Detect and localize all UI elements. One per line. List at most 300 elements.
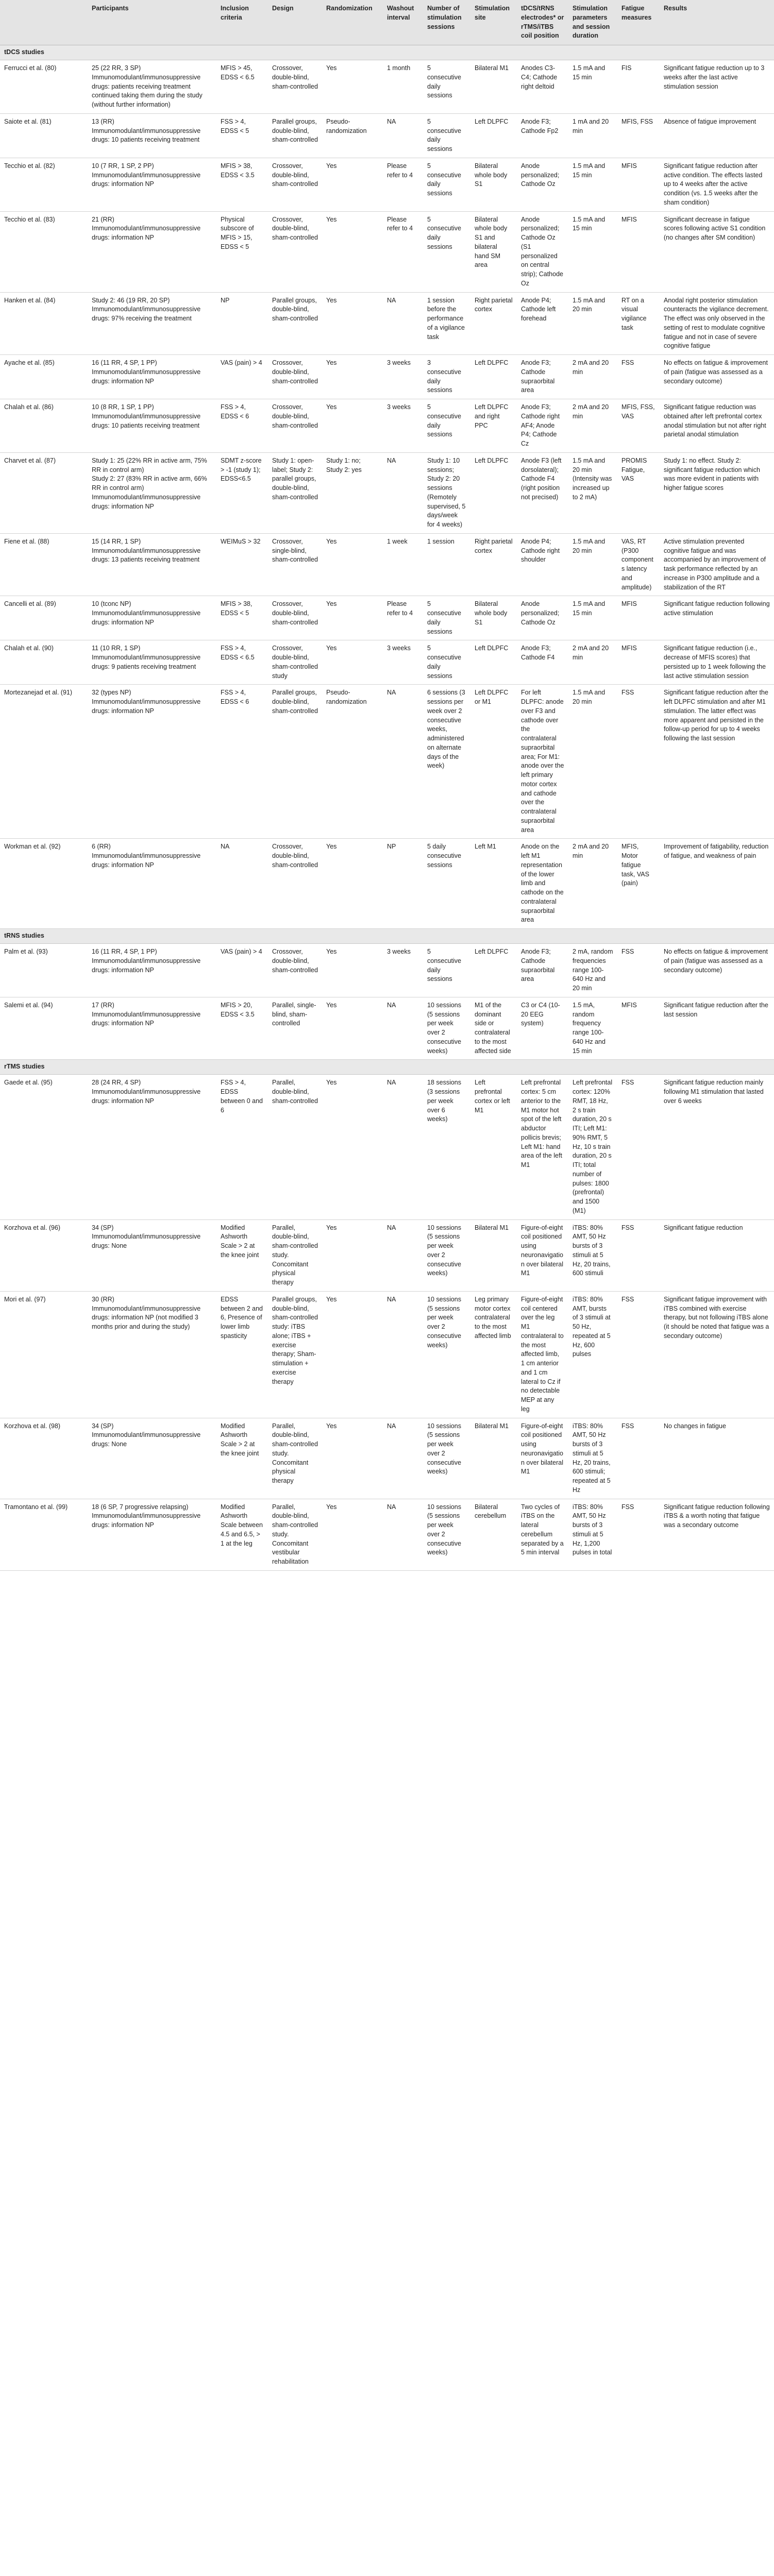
participants-cell-text: 25 (22 RR, 3 SP) Immunomodulant/immunosuppressive drugs: patients receiving treatment continued taking them during the study (without further information) <box>92 64 203 108</box>
participants-cell <box>88 997 216 1060</box>
measures-cell <box>617 533 660 596</box>
measures-cell-text: MFIS <box>621 1001 637 1009</box>
study-cell-text: Workman et al. (92) <box>4 843 61 851</box>
criteria-cell-text: FSS > 4, EDSS < 6 <box>221 689 249 705</box>
sessions-cell <box>423 158 470 211</box>
criteria-cell-text: MFIS > 38, EDSS < 3.5 <box>221 162 255 179</box>
design-cell <box>268 685 322 839</box>
design-cell-text: Parallel, double-blind, sham-controlled study. Concomitant physical therapy <box>272 1224 318 1286</box>
position-cell-text: Figure-of-eight coil centered over the leg M1 contralateral to the most affected limb, 1 cm anterior and 1 cm lateral to Cz if no detectable MEP at any leg <box>521 1295 564 1413</box>
results-cell-text: Significant fatigue reduction after the last session <box>664 1001 768 1018</box>
measures-cell-text: FSS <box>621 1503 634 1511</box>
measures-cell <box>617 685 660 839</box>
position-cell-text: For left DLPFC: anode over F3 and cathode over the contralateral supraorbital area; For M1: anode over the left primary motor cortex and cathode over the contralateral supraorbital area <box>521 689 564 834</box>
study-cell-text: Ayache et al. (85) <box>4 359 55 366</box>
params-cell-text: 2 mA and 20 min <box>573 359 609 376</box>
design-cell <box>268 452 322 533</box>
study-cell <box>0 60 88 114</box>
header-cell: Design <box>268 0 322 45</box>
site-cell <box>470 685 517 839</box>
results-cell-text: No effects on fatigue & improvement of pain (fatigue was assessed as a secondary outcome) <box>664 948 768 974</box>
measures-cell-text: MFIS, Motor fatigue task, VAS (pain) <box>621 843 649 887</box>
study-cell-text: Salemi et al. (94) <box>4 1001 53 1009</box>
study-cell <box>0 158 88 211</box>
results-cell <box>660 399 774 453</box>
randomization-cell-text: Yes <box>326 1001 337 1009</box>
sessions-cell <box>423 533 470 596</box>
params-cell-text: iTBS: 80% AMT, 50 Hz bursts of 3 stimuli at 5 Hz, 1,200 pulses in total <box>573 1503 612 1556</box>
params-cell <box>568 452 617 533</box>
criteria-cell-text: NP <box>221 296 230 304</box>
criteria-cell-text: FSS > 4, EDSS < 5 <box>221 117 249 134</box>
criteria-cell <box>216 158 268 211</box>
study-cell-text: Fiene et al. (88) <box>4 537 49 545</box>
measures-cell <box>617 839 660 929</box>
site-cell <box>470 292 517 355</box>
results-cell <box>660 596 774 640</box>
results-cell <box>660 944 774 997</box>
results-cell-text: Significant fatigue reduction following iTBS & a worth noting that fatigue was a secondary outcome <box>664 1503 770 1529</box>
results-cell-text: Improvement of fatigability, reduction of fatigue, and weakness of pain <box>664 843 769 859</box>
site-cell <box>470 113 517 158</box>
sessions-cell <box>423 1291 470 1418</box>
study-cell-text: Mori et al. (97) <box>4 1295 46 1303</box>
randomization-cell <box>322 685 383 839</box>
study-cell <box>0 113 88 158</box>
table-header <box>0 0 774 45</box>
randomization-cell-text: Yes <box>326 600 337 608</box>
position-cell-text: Anode personalized; Cathode Oz <box>521 162 560 188</box>
washout-cell <box>383 399 423 453</box>
table-row <box>0 596 774 640</box>
sessions-cell-text: 5 consecutive daily sessions <box>427 64 462 99</box>
measures-cell-text: FSS <box>621 1295 634 1303</box>
washout-cell <box>383 596 423 640</box>
section-title: rTMS studies <box>0 1060 774 1075</box>
washout-cell-text: 3 weeks <box>387 359 411 366</box>
site-cell-text: Bilateral cerebellum <box>475 1503 507 1520</box>
randomization-cell <box>322 452 383 533</box>
criteria-cell-text: Modified Ashworth Scale > 2 at the knee joint <box>221 1224 259 1259</box>
sessions-cell <box>423 211 470 292</box>
criteria-cell <box>216 533 268 596</box>
params-cell <box>568 839 617 929</box>
table-row <box>0 452 774 533</box>
site-cell <box>470 944 517 997</box>
washout-cell <box>383 1499 423 1570</box>
washout-cell <box>383 1075 423 1219</box>
randomization-cell <box>322 839 383 929</box>
sessions-cell-text: 5 consecutive daily sessions <box>427 403 462 438</box>
position-cell-text: Anode personalized; Cathode Oz <box>521 600 560 626</box>
results-cell <box>660 60 774 114</box>
washout-cell <box>383 1291 423 1418</box>
site-cell-text: Left DLPFC <box>475 456 509 464</box>
criteria-cell-text: FSS > 4, EDSS < 6 <box>221 403 249 420</box>
study-cell <box>0 1219 88 1291</box>
study-cell-text: Chalah et al. (86) <box>4 403 54 411</box>
study-cell-text: Korzhova et al. (96) <box>4 1224 61 1231</box>
site-cell <box>470 1418 517 1499</box>
site-cell-text: Left M1 <box>475 843 496 851</box>
randomization-cell-text: Yes <box>326 1503 337 1511</box>
section-row <box>0 45 774 60</box>
results-cell <box>660 997 774 1060</box>
participants-cell-text: 30 (RR) Immunomodulant/immunosuppressive drugs: information NP (not modified 3 months prior and during the study) <box>92 1295 201 1330</box>
params-cell <box>568 1075 617 1219</box>
washout-cell <box>383 944 423 997</box>
results-cell-text: Active stimulation prevented cognitive fatigue and was accompanied by an improvement of task performance reflected by an increase in P300 amplitude and a stabilization of the RT <box>664 537 766 591</box>
participants-cell <box>88 292 216 355</box>
site-cell <box>470 60 517 114</box>
criteria-cell <box>216 1418 268 1499</box>
sessions-cell <box>423 596 470 640</box>
site-cell-text: Bilateral M1 <box>475 1422 509 1430</box>
measures-cell-text: FIS <box>621 64 632 72</box>
washout-cell <box>383 355 423 399</box>
results-cell-text: Anodal right posterior stimulation counteracts the vigilance decrement. The effect was only observed in the setting of rest to modulate cognitive fatigue and not in case of severe cognitive fatigue <box>664 296 769 350</box>
section-row <box>0 1060 774 1075</box>
position-cell <box>517 211 568 292</box>
site-cell-text: Right parietal cortex <box>475 537 513 554</box>
site-cell <box>470 997 517 1060</box>
results-cell <box>660 158 774 211</box>
site-cell-text: Left prefrontal cortex or left M1 <box>475 1079 510 1114</box>
header-cell: Stimulation site <box>470 0 517 45</box>
position-cell <box>517 158 568 211</box>
participants-cell <box>88 1075 216 1219</box>
params-cell <box>568 292 617 355</box>
results-cell <box>660 113 774 158</box>
washout-cell-text: NA <box>387 1422 396 1430</box>
position-cell-text: Figure-of-eight coil positioned using neuronavigation over bilateral M1 <box>521 1224 564 1277</box>
table-row <box>0 1219 774 1291</box>
position-cell <box>517 1219 568 1291</box>
measures-cell <box>617 596 660 640</box>
params-cell <box>568 1418 617 1499</box>
criteria-cell <box>216 944 268 997</box>
measures-cell-text: FSS <box>621 1422 634 1430</box>
header-cell: Number of stimulation sessions <box>423 0 470 45</box>
design-cell-text: Parallel, single-blind, sham-controlled <box>272 1001 316 1027</box>
participants-cell-text: 16 (11 RR, 4 SP, 1 PP) Immunomodulant/immunosuppressive drugs: information NP <box>92 359 201 385</box>
results-cell <box>660 211 774 292</box>
header-cell: Washout interval <box>383 0 423 45</box>
position-cell-text: Anode P4; Cathode right shoulder <box>521 537 560 564</box>
randomization-cell <box>322 211 383 292</box>
position-cell-text: Anode on the left M1 representation of the lower limb and cathode on the contralateral supraorbital area <box>521 843 564 924</box>
randomization-cell-text: Yes <box>326 1295 337 1303</box>
study-cell-text: Ferrucci et al. (80) <box>4 64 57 72</box>
params-cell <box>568 1499 617 1570</box>
criteria-cell-text: Physical subscore of MFIS > 15, EDSS < 5 <box>221 215 254 250</box>
results-cell <box>660 839 774 929</box>
design-cell <box>268 60 322 114</box>
params-cell-text: 1.5 mA, random frequency range 100-640 Hz and 15 min <box>573 1001 605 1055</box>
design-cell-text: Parallel groups, double-blind, sham-controlled <box>272 117 318 144</box>
table-row <box>0 1291 774 1418</box>
results-cell <box>660 355 774 399</box>
washout-cell <box>383 640 423 685</box>
washout-cell-text: 3 weeks <box>387 948 411 955</box>
participants-cell-text: 10 (tconc NP) Immunomodulant/immunosuppressive drugs: information NP <box>92 600 201 626</box>
randomization-cell <box>322 596 383 640</box>
measures-cell <box>617 997 660 1060</box>
randomization-cell <box>322 292 383 355</box>
params-cell <box>568 60 617 114</box>
design-cell <box>268 158 322 211</box>
header-cell <box>0 0 88 45</box>
site-cell <box>470 211 517 292</box>
measures-cell <box>617 452 660 533</box>
position-cell-text: Anode F3; Cathode supraorbital area <box>521 948 555 983</box>
measures-cell <box>617 1291 660 1418</box>
design-cell-text: Crossover, double-blind, sham-controlled <box>272 948 318 974</box>
study-cell <box>0 596 88 640</box>
site-cell-text: Left DLPFC or M1 <box>475 689 509 705</box>
sessions-cell <box>423 399 470 453</box>
design-cell <box>268 640 322 685</box>
randomization-cell <box>322 399 383 453</box>
position-cell <box>517 997 568 1060</box>
results-cell <box>660 1418 774 1499</box>
study-cell-text: Hanken et al. (84) <box>4 296 56 304</box>
sessions-cell <box>423 839 470 929</box>
position-cell <box>517 399 568 453</box>
sessions-cell-text: Study 1: 10 sessions; Study 2: 20 sessions (Remotely supervised, 5 days/week for 4 weeks) <box>427 456 466 528</box>
participants-cell-text: 10 (8 RR, 1 SP, 1 PP) Immunomodulant/immunosuppressive drugs: 10 patients receiving treatment <box>92 403 201 429</box>
randomization-cell <box>322 533 383 596</box>
criteria-cell <box>216 113 268 158</box>
position-cell-text: Anode F3; Cathode F4 <box>521 645 555 661</box>
participants-cell-text: 32 (types NP) Immunomodulant/immunosuppressive drugs: information NP <box>92 689 201 715</box>
params-cell-text: 1.5 mA and 20 min <box>573 296 605 313</box>
sessions-cell <box>423 1075 470 1219</box>
position-cell-text: Anode personalized; Cathode Oz (S1 personalized on central strip); Cathode Oz <box>521 215 563 287</box>
table-row <box>0 839 774 929</box>
participants-cell <box>88 113 216 158</box>
criteria-cell <box>216 1291 268 1418</box>
position-cell-text: Two cycles of iTBS on the lateral cerebellum separated by a 5 min interval <box>521 1503 564 1556</box>
header-cell: Results <box>660 0 774 45</box>
participants-cell-text: 21 (RR) Immunomodulant/immunosuppressive drugs: information NP <box>92 215 201 241</box>
study-cell <box>0 1291 88 1418</box>
study-cell <box>0 1499 88 1570</box>
site-cell-text: Left DLPFC <box>475 359 509 366</box>
site-cell <box>470 399 517 453</box>
site-cell <box>470 533 517 596</box>
washout-cell <box>383 452 423 533</box>
study-cell <box>0 452 88 533</box>
results-cell-text: Significant fatigue reduction following active stimulation <box>664 600 770 617</box>
participants-cell-text: 6 (RR) Immunomodulant/immunosuppressive drugs: information NP <box>92 843 201 869</box>
position-cell <box>517 640 568 685</box>
table-row <box>0 1075 774 1219</box>
site-cell-text: M1 of the dominant side or contralateral to the most affected side <box>475 1001 511 1055</box>
washout-cell <box>383 997 423 1060</box>
params-cell <box>568 997 617 1060</box>
site-cell <box>470 355 517 399</box>
participants-cell <box>88 1499 216 1570</box>
measures-cell <box>617 1075 660 1219</box>
randomization-cell-text: Yes <box>326 645 337 652</box>
sessions-cell <box>423 452 470 533</box>
sessions-cell <box>423 1219 470 1291</box>
site-cell <box>470 640 517 685</box>
params-cell-text: 2 mA and 20 min <box>573 403 609 420</box>
criteria-cell-text: VAS (pain) > 4 <box>221 948 262 955</box>
position-cell-text: Anode F3 (left dorsolateral); Cathode F4 (right position not precised) <box>521 456 562 501</box>
table-row <box>0 211 774 292</box>
params-cell <box>568 944 617 997</box>
sessions-cell-text: 10 sessions (5 sessions per week over 2 consecutive weeks) <box>427 1295 462 1349</box>
criteria-cell <box>216 1219 268 1291</box>
washout-cell <box>383 533 423 596</box>
results-cell <box>660 533 774 596</box>
washout-cell-text: 3 weeks <box>387 645 411 652</box>
sessions-cell-text: 5 consecutive daily sessions <box>427 162 462 197</box>
results-cell-text: Significant fatigue reduction <box>664 1224 743 1231</box>
participants-cell-text: 16 (11 RR, 4 SP, 1 PP) Immunomodulant/immunosuppressive drugs: information NP <box>92 948 201 974</box>
table-row <box>0 944 774 997</box>
site-cell-text: Bilateral whole body S1 <box>475 600 508 626</box>
measures-cell <box>617 640 660 685</box>
study-cell-text: Palm et al. (93) <box>4 948 48 955</box>
design-cell-text: Crossover, double-blind, sham-controlled <box>272 843 318 869</box>
sessions-cell <box>423 997 470 1060</box>
sessions-cell <box>423 1499 470 1570</box>
criteria-cell-text: MFIS > 45, EDSS < 6.5 <box>221 64 255 81</box>
results-cell-text: Significant fatigue reduction was obtained after left prefrontal cortex anodal stimulation but not after right parietal anodal stimulation <box>664 403 766 438</box>
table-row <box>0 1499 774 1570</box>
results-cell <box>660 1219 774 1291</box>
site-cell <box>470 1219 517 1291</box>
measures-cell <box>617 399 660 453</box>
design-cell-text: Crossover, double-blind, sham-controlled <box>272 215 318 241</box>
params-cell-text: 1.5 mA and 20 min <box>573 689 605 705</box>
params-cell-text: 1.5 mA and 20 min <box>573 537 605 554</box>
washout-cell <box>383 685 423 839</box>
randomization-cell <box>322 60 383 114</box>
participants-cell-text: 11 (10 RR, 1 SP) Immunomodulant/immunosuppressive drugs: 9 patients receiving treatment <box>92 645 201 670</box>
randomization-cell-text: Yes <box>326 296 337 304</box>
criteria-cell <box>216 685 268 839</box>
table-row <box>0 997 774 1060</box>
measures-cell-text: MFIS <box>621 215 637 223</box>
measures-cell <box>617 158 660 211</box>
washout-cell-text: Please refer to 4 <box>387 162 413 179</box>
params-cell <box>568 113 617 158</box>
participants-cell-text: Study 1: 25 (22% RR in active arm, 75% RR in control arm) Study 2: 27 (83% RR in active arm, 66% RR in control arm) Immunomodulant/immunosuppressive drugs: information NP <box>92 456 207 510</box>
design-cell <box>268 1219 322 1291</box>
position-cell-text: Anodes C3-C4; Cathode right deltoid <box>521 64 558 90</box>
criteria-cell <box>216 211 268 292</box>
position-cell-text: Anode F3; Cathode Fp2 <box>521 117 559 134</box>
study-cell-text: Tecchio et al. (83) <box>4 215 55 223</box>
sessions-cell-text: 10 sessions (5 sessions per week over 2 consecutive weeks) <box>427 1503 462 1556</box>
criteria-cell-text: EDSS between 2 and 6, Presence of lower limb spasticity <box>221 1295 263 1340</box>
study-cell-text: Cancelli et al. (89) <box>4 600 56 608</box>
position-cell-text: Anode F3; Cathode right AF4; Anode P4; Cathode Cz <box>521 403 560 447</box>
params-cell <box>568 211 617 292</box>
study-cell <box>0 640 88 685</box>
position-cell <box>517 685 568 839</box>
sessions-cell <box>423 640 470 685</box>
params-cell <box>568 158 617 211</box>
study-cell-text: Korzhova et al. (98) <box>4 1422 61 1430</box>
washout-cell <box>383 292 423 355</box>
position-cell <box>517 944 568 997</box>
results-cell <box>660 1291 774 1418</box>
sessions-cell-text: 5 consecutive daily sessions <box>427 645 462 680</box>
randomization-cell-text: Yes <box>326 1079 337 1087</box>
participants-cell <box>88 839 216 929</box>
table-row <box>0 640 774 685</box>
results-cell <box>660 685 774 839</box>
measures-cell-text: MFIS <box>621 162 637 170</box>
randomization-cell <box>322 640 383 685</box>
randomization-cell-text: Study 1: no; Study 2: yes <box>326 456 362 473</box>
design-cell-text: Parallel, double-blind, sham-controlled study. Concomitant vestibular rehabilitation <box>272 1503 318 1565</box>
participants-cell <box>88 533 216 596</box>
randomization-cell-text: Pseudo-randomization <box>326 117 367 134</box>
washout-cell <box>383 1219 423 1291</box>
criteria-cell-text: MFIS > 20, EDSS < 3.5 <box>221 1001 255 1018</box>
criteria-cell <box>216 839 268 929</box>
randomization-cell-text: Yes <box>326 403 337 411</box>
participants-cell-text: 15 (14 RR, 1 SP) Immunomodulant/immunosuppressive drugs: 13 patients receiving treatment <box>92 537 201 564</box>
criteria-cell <box>216 292 268 355</box>
site-cell-text: Left DLPFC <box>475 948 509 955</box>
sessions-cell <box>423 292 470 355</box>
criteria-cell-text: WEIMuS > 32 <box>221 537 261 545</box>
design-cell-text: Crossover, double-blind, sham-controlled study <box>272 645 318 680</box>
randomization-cell-text: Yes <box>326 64 337 72</box>
study-cell-text: Tramontano et al. (99) <box>4 1503 68 1511</box>
washout-cell <box>383 113 423 158</box>
measures-cell <box>617 60 660 114</box>
sessions-cell-text: 3 consecutive daily sessions <box>427 359 462 394</box>
washout-cell-text: Please refer to 4 <box>387 600 413 617</box>
criteria-cell <box>216 60 268 114</box>
washout-cell-text: NA <box>387 117 396 125</box>
participants-cell <box>88 158 216 211</box>
design-cell <box>268 1418 322 1499</box>
position-cell <box>517 292 568 355</box>
measures-cell <box>617 1219 660 1291</box>
measures-cell-text: MFIS <box>621 600 637 608</box>
participants-cell-text: 18 (6 SP, 7 progressive relapsing) Immunomodulant/immunosuppressive drugs: information NP <box>92 1503 201 1529</box>
header-cell: tDCS/tRNS electrodes* or rTMS/iTBS coil position <box>517 0 568 45</box>
criteria-cell <box>216 355 268 399</box>
position-cell <box>517 533 568 596</box>
study-cell-text: Saiote et al. (81) <box>4 117 52 125</box>
randomization-cell <box>322 113 383 158</box>
washout-cell-text: NA <box>387 1295 396 1303</box>
position-cell-text: Figure-of-eight coil positioned using neuronavigation over bilateral M1 <box>521 1422 564 1476</box>
randomization-cell <box>322 1499 383 1570</box>
measures-cell-text: FSS <box>621 948 634 955</box>
results-cell-text: Significant fatigue reduction mainly following M1 stimulation that lasted over 6 weeks <box>664 1079 764 1105</box>
position-cell <box>517 1291 568 1418</box>
participants-cell <box>88 399 216 453</box>
criteria-cell <box>216 1075 268 1219</box>
header-cell: Randomization <box>322 0 383 45</box>
design-cell-text: Study 1: open-label; Study 2: parallel groups, double-blind, sham-controlled <box>272 456 318 501</box>
randomization-cell-text: Yes <box>326 359 337 366</box>
position-cell-text: Anode F3; Cathode supraorbital area <box>521 359 555 394</box>
washout-cell-text: NA <box>387 296 396 304</box>
